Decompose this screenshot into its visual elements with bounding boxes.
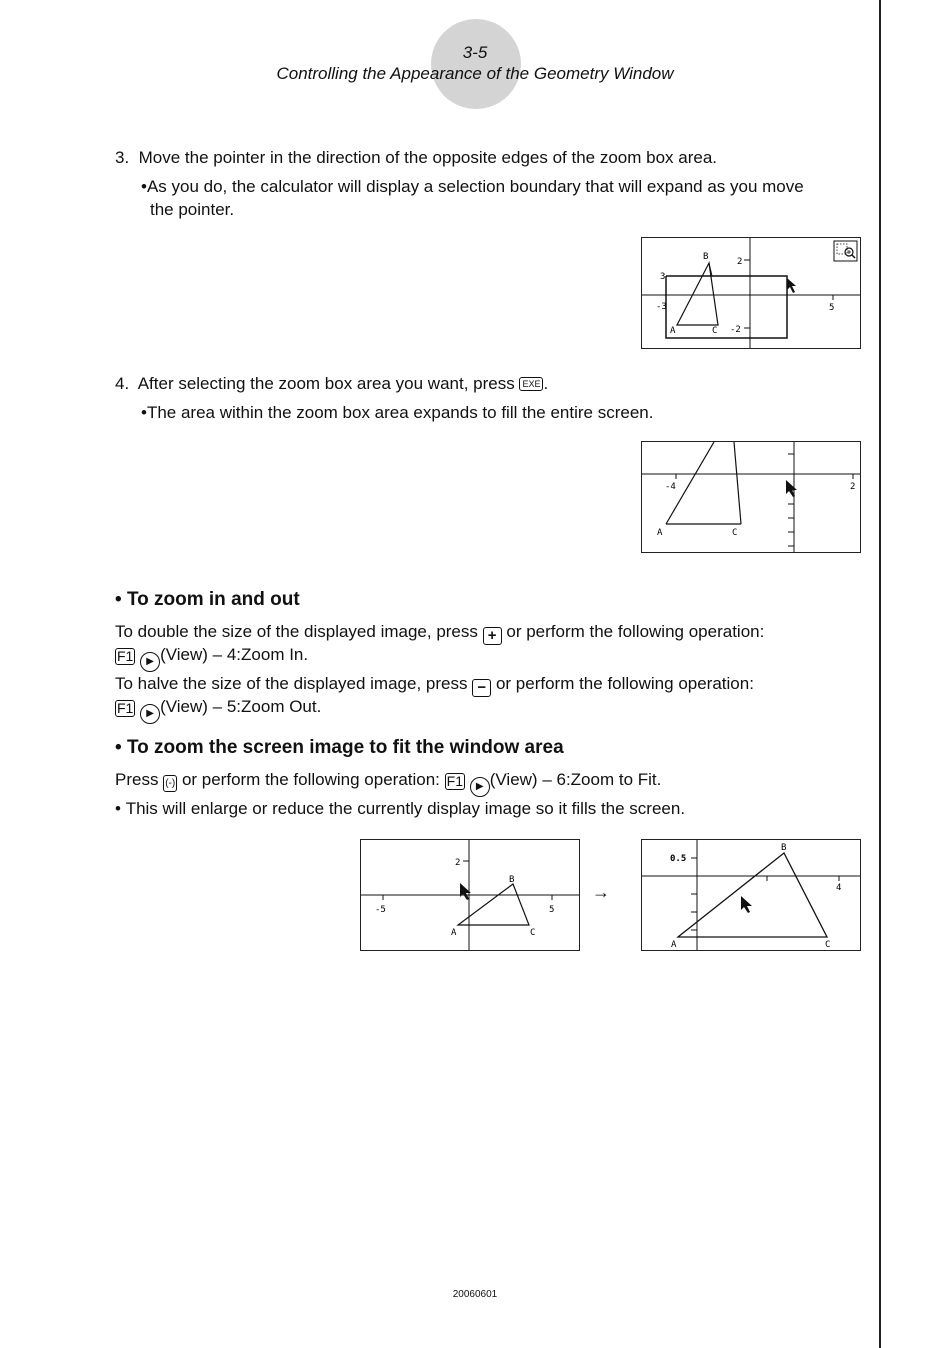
zoom-fit-text: or perform the following operation: bbox=[181, 770, 440, 789]
f1-key-icon: F1 bbox=[117, 700, 134, 716]
zoom-fit-operation bbox=[115, 768, 661, 797]
zoom-in-operation bbox=[115, 643, 308, 672]
screen2-pointer-icon bbox=[786, 480, 797, 497]
screen1-tick-5: 5 bbox=[829, 303, 835, 313]
heading-zoom-fit bbox=[115, 737, 564, 759]
zoom-in-paragraph bbox=[115, 620, 764, 645]
negative-key-icon: (-) bbox=[163, 775, 177, 792]
screen1-pointer-icon bbox=[787, 278, 796, 293]
footer-code: 20060601 bbox=[452, 1289, 498, 1300]
zoom-fit-bullet-text: This will enlarge or reduce the currently display image so it fills the screen. bbox=[125, 799, 686, 818]
step-4-number: 4. bbox=[115, 374, 130, 393]
screen2-label-c: C bbox=[732, 528, 738, 538]
calculator-screen-after-fit bbox=[641, 839, 861, 951]
minus-key-icon: − bbox=[472, 679, 491, 697]
zoom-fit-bullet bbox=[115, 797, 685, 820]
zoom-out-operation-text: (View) – 5:Zoom Out. bbox=[160, 697, 322, 716]
step-3-bullet bbox=[141, 175, 804, 198]
step-4-bullet-text: The area within the zoom box area expands to fill the entire screen. bbox=[146, 403, 654, 422]
screen4-tick-05: 0.5 bbox=[670, 854, 687, 864]
step-3-number: 3. bbox=[115, 148, 130, 167]
zoom-out-text: To halve the size of the displayed image, press bbox=[115, 674, 468, 693]
screen3-label-c: C bbox=[530, 928, 536, 938]
screen1-label-c: C bbox=[712, 326, 718, 336]
heading-zoom-in-out-text: To zoom in and out bbox=[126, 589, 300, 610]
screen2-tick-neg4: -4 bbox=[665, 482, 676, 492]
calculator-screen-zoom-box bbox=[641, 237, 861, 349]
zoom-fit-press: Press bbox=[115, 770, 159, 789]
zoom-out-operation bbox=[115, 695, 321, 724]
screen3-label-a: A bbox=[451, 928, 457, 938]
screen2-label-a: A bbox=[657, 528, 663, 538]
step-3-bullet-line2: the pointer. bbox=[150, 200, 235, 219]
bullet-icon: • bbox=[141, 403, 147, 422]
screen4-label-b: B bbox=[781, 843, 787, 853]
screen3-tick-neg5: -5 bbox=[375, 905, 386, 915]
exe-key-icon: EXE bbox=[519, 377, 543, 391]
step-4-bullet bbox=[141, 401, 653, 424]
right-arrow-key-icon: ▶ bbox=[140, 704, 160, 724]
step-4 bbox=[115, 372, 548, 395]
bullet-icon: • bbox=[115, 799, 121, 818]
zoom-in-text-after: or perform the following operation: bbox=[506, 622, 765, 641]
f1-key-icon: F1 bbox=[117, 648, 134, 664]
screen1-label-a: A bbox=[670, 326, 676, 336]
screen4-pointer-icon bbox=[741, 896, 752, 913]
heading-zoom-in-out bbox=[115, 589, 300, 611]
screen3-label-b: B bbox=[509, 875, 515, 885]
screen4-tick-4: 4 bbox=[836, 883, 842, 893]
page-title: Controlling the Appearance of the Geometry Window bbox=[276, 64, 674, 83]
transition-arrow-icon: → bbox=[592, 882, 610, 902]
screen4-label-a: A bbox=[671, 940, 677, 950]
heading-zoom-fit-text: To zoom the screen image to fit the window area bbox=[126, 737, 564, 758]
screen1-tick-top: 3 bbox=[660, 272, 666, 282]
step-3-bullet-line1: As you do, the calculator will display a selection boundary that will expand as you move bbox=[146, 177, 804, 196]
step-4-text: After selecting the zoom box area you want, press bbox=[137, 374, 515, 393]
bullet-icon: • bbox=[115, 737, 122, 758]
bullet-icon: • bbox=[115, 589, 122, 610]
zoom-in-operation-text: (View) – 4:Zoom In. bbox=[160, 645, 309, 664]
right-arrow-key-icon: ▶ bbox=[470, 777, 490, 797]
zoom-out-text-after: or perform the following operation: bbox=[495, 674, 754, 693]
calculator-screen-before-fit bbox=[360, 839, 580, 951]
page-number: 3-5 bbox=[462, 43, 488, 62]
calculator-screen-zoomed bbox=[641, 441, 861, 553]
zoom-box-icon bbox=[834, 241, 857, 261]
screen2-tick-2: 2 bbox=[850, 482, 856, 492]
screen1-label-b: B bbox=[703, 252, 709, 262]
zoom-fit-operation-text: (View) – 6:Zoom to Fit. bbox=[489, 770, 662, 789]
zoom-in-text: To double the size of the displayed image, press bbox=[115, 622, 478, 641]
bullet-icon: • bbox=[141, 177, 147, 196]
f1-key-icon: F1 bbox=[446, 773, 463, 789]
screen3-tick-5: 5 bbox=[549, 905, 555, 915]
screen1-tick-neg2: -2 bbox=[730, 325, 741, 335]
screen1-tick-2: 2 bbox=[737, 257, 743, 267]
right-arrow-key-icon: ▶ bbox=[140, 652, 160, 672]
screen3-tick-2: 2 bbox=[455, 858, 461, 868]
step-3 bbox=[115, 146, 717, 169]
right-margin-rule bbox=[879, 0, 881, 1348]
plus-key-icon: + bbox=[483, 627, 502, 645]
screen4-label-c: C bbox=[825, 940, 831, 950]
zoom-out-paragraph bbox=[115, 672, 754, 697]
step-3-text: Move the pointer in the direction of the opposite edges of the zoom box area. bbox=[138, 148, 718, 167]
screen1-tick-neg3: -3 bbox=[656, 302, 667, 312]
step-4-period: . bbox=[543, 374, 549, 393]
